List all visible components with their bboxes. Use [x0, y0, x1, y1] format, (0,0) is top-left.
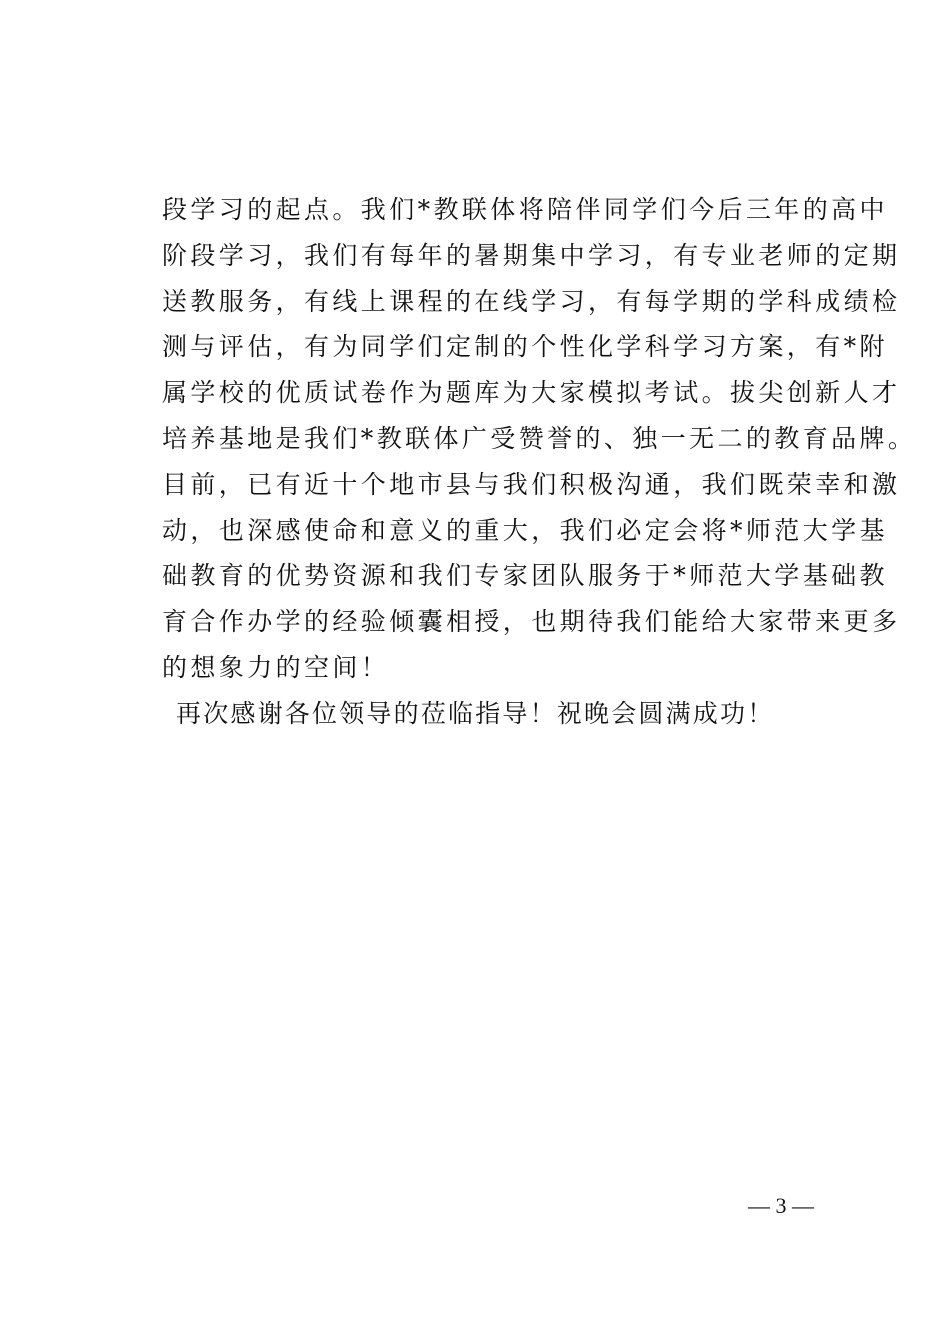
text-line-8: 动，也深感使命和意义的重大，我们必定会将*师范大学基 — [162, 515, 888, 545]
text-line-10: 育合作办学的经验倾囊相授，也期待我们能给大家带来更多 — [162, 607, 901, 637]
page-number: — 3 — — [748, 1193, 814, 1218]
body-text — [162, 187, 917, 737]
text-line-4: 测与评估，有为同学们定制的个性化学科学习方案，有*附 — [162, 332, 888, 362]
text-line-9: 础教育的优势资源和我们专家团队服务于*师范大学基础教 — [162, 561, 888, 591]
text-line-11: 的想象力的空间！ — [162, 652, 390, 682]
text-line-5: 属学校的优质试卷作为题库为大家模拟考试。拔尖创新人才 — [162, 378, 901, 408]
text-line-2: 阶段学习，我们有每年的暑期集中学习，有专业老师的定期 — [162, 240, 901, 270]
text-line-3: 送教服务，有线上课程的在线学习，有每学期的学科成绩检 — [162, 286, 901, 316]
text-line-6: 培养基地是我们*教联体广受赞誉的、独一无二的教育品牌。 — [162, 423, 917, 453]
text-line-1: 段学习的起点。我们*教联体将陪伴同学们今后三年的高中 — [162, 195, 888, 224]
text-line-7: 目前，已有近十个地市县与我们积极沟通，我们既荣幸和激 — [162, 469, 901, 499]
closing-line: 再次感谢各位领导的莅临指导！祝晚会圆满成功！ — [176, 698, 775, 728]
